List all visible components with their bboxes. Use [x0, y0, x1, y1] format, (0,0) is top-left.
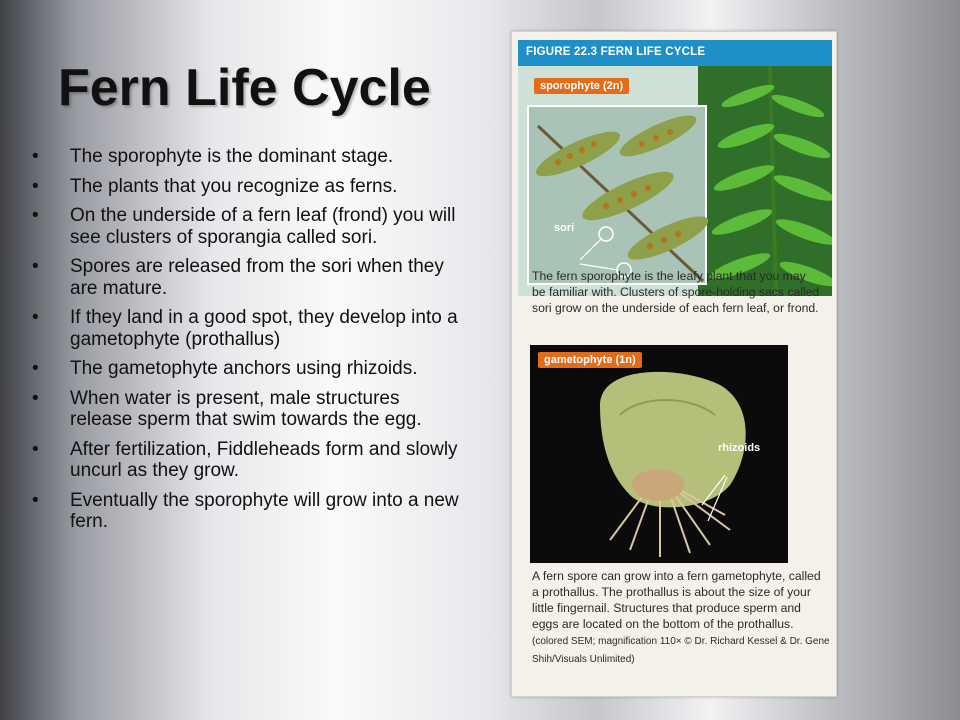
bullet-text: The gametophyte anchors using rhizoids. — [70, 358, 418, 379]
bullet-dot: • — [32, 438, 39, 460]
photo-credit: (colored SEM; magnification 110× © Dr. Richard Kessel & Dr. Gene Shih/Visuals Unlimited) — [532, 636, 830, 665]
bullet-text: When water is present, male structures release sperm that swim towards the egg. — [70, 387, 422, 430]
bullet-item — [30, 358, 460, 380]
bullet-item — [30, 146, 460, 168]
bullet-text: Spores are released from the sori when they are mature. — [70, 256, 444, 299]
bullet-dot: • — [32, 205, 39, 226]
bullet-item — [30, 490, 460, 533]
sori-label: sori — [554, 222, 575, 234]
figure-header: FIGURE 22.3 FERN LIFE CYCLE — [518, 40, 832, 66]
bullet-item — [30, 439, 460, 482]
bullet-dot: • — [32, 489, 39, 511]
gametophyte-label: gametophyte (1n) — [538, 352, 642, 368]
bullet-dot: • — [32, 175, 39, 197]
bullet-item — [30, 256, 460, 299]
bullet-text: The sporophyte is the dominant stage. — [70, 146, 394, 167]
bullet-text: After fertilization, Fiddleheads form and slowly uncurl as they grow. — [70, 438, 458, 481]
bullet-text: Eventually the sporophyte will grow into a new fern. — [70, 489, 459, 532]
slide-title: Fern Life Cycle — [58, 59, 431, 117]
sporophyte-label: sporophyte (2n) — [534, 78, 629, 94]
bullet-dot: • — [32, 387, 39, 409]
sporophyte-caption: The fern sporophyte is the leafy plant that you may be familiar with. Clusters of spore-holding sacs called sori grow on the underside of each fern leaf, or frond. — [532, 269, 820, 315]
bullet-text: On the underside of a fern leaf (frond) you will see clusters of sporangia called sori. — [70, 205, 456, 248]
bullet-text: The plants that you recognize as ferns. — [70, 175, 398, 197]
gametophyte-photo — [530, 345, 788, 563]
gametophyte-caption — [532, 568, 830, 668]
textbook-figure — [511, 31, 837, 697]
bullet-dot: • — [32, 256, 39, 277]
bullet-dot: • — [32, 307, 39, 328]
bullet-item — [30, 205, 460, 248]
bullet-list — [30, 146, 460, 541]
bullet-dot: • — [32, 358, 39, 379]
bullet-dot: • — [32, 146, 39, 167]
bullet-item — [30, 307, 460, 350]
sporophyte-photo — [518, 66, 832, 296]
bullet-item — [30, 388, 460, 431]
bullet-item — [30, 176, 460, 198]
rhizoids-label: rhizoids — [718, 442, 761, 454]
gametophyte-caption-text: A fern spore can grow into a fern gametophyte, called a prothallus. The prothallus is about the size of your little fingernail. Structures that produce sperm and eggs are located on the bottom of the prothallus. — [532, 569, 821, 631]
bullet-text: If they land in a good spot, they develop into a gametophyte (prothallus) — [70, 307, 458, 350]
